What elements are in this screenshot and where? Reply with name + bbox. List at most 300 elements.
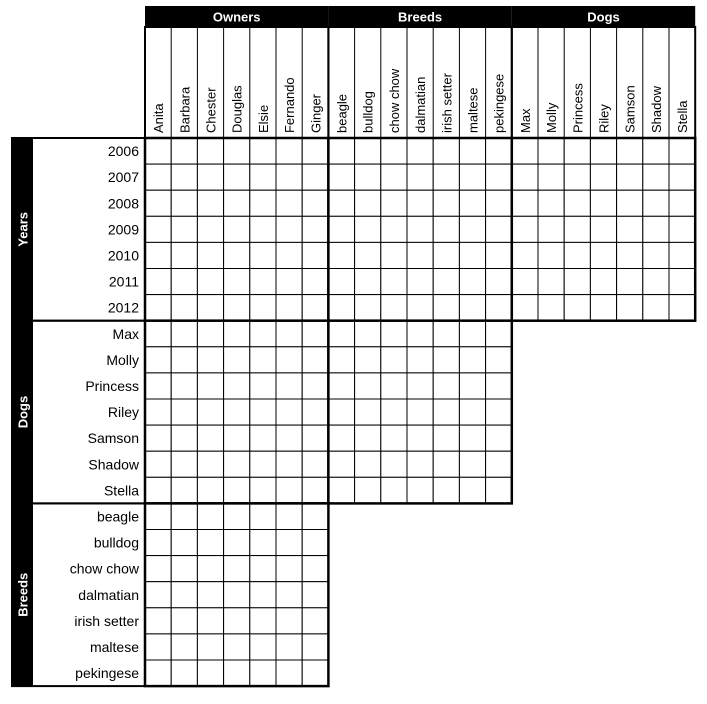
grid-cell-dogs-max-x-owners-chester[interactable] xyxy=(197,321,223,347)
grid-cell-years-2010-x-dogs-samson[interactable] xyxy=(617,242,643,268)
grid-cell-dogs-max-x-breeds-beagle[interactable] xyxy=(328,321,354,347)
grid-cell-dogs-max-x-breeds-irish-setter[interactable] xyxy=(433,321,459,347)
grid-cell-years-2009-x-owners-chester[interactable] xyxy=(197,216,223,242)
grid-cell-dogs-stella-x-owners-barbara[interactable] xyxy=(171,477,197,503)
grid-cell-breeds-chow-chow-x-owners-anita[interactable] xyxy=(145,556,171,582)
grid-cell-dogs-samson-x-owners-ginger[interactable] xyxy=(302,425,328,451)
grid-cell-dogs-molly-x-breeds-chow-chow[interactable] xyxy=(381,347,407,373)
grid-cell-dogs-shadow-x-breeds-pekingese[interactable] xyxy=(486,451,512,477)
grid-cell-breeds-irish-setter-x-owners-chester[interactable] xyxy=(197,608,223,634)
grid-cell-dogs-princess-x-owners-fernando[interactable] xyxy=(276,373,302,399)
grid-cell-breeds-dalmatian-x-owners-douglas[interactable] xyxy=(224,582,250,608)
grid-cell-years-2010-x-breeds-maltese[interactable] xyxy=(459,242,485,268)
grid-cell-years-2009-x-breeds-pekingese[interactable] xyxy=(486,216,512,242)
grid-cell-years-2010-x-dogs-princess[interactable] xyxy=(564,242,590,268)
grid-cell-years-2007-x-owners-ginger[interactable] xyxy=(302,164,328,190)
grid-cell-years-2010-x-breeds-chow-chow[interactable] xyxy=(381,242,407,268)
grid-cell-dogs-molly-x-breeds-irish-setter[interactable] xyxy=(433,347,459,373)
grid-cell-years-2008-x-breeds-maltese[interactable] xyxy=(459,190,485,216)
grid-cell-years-2007-x-breeds-beagle[interactable] xyxy=(328,164,354,190)
grid-cell-breeds-bulldog-x-owners-douglas[interactable] xyxy=(224,530,250,556)
grid-cell-breeds-dalmatian-x-owners-anita[interactable] xyxy=(145,582,171,608)
grid-cell-years-2012-x-owners-ginger[interactable] xyxy=(302,295,328,321)
grid-cell-years-2009-x-owners-fernando[interactable] xyxy=(276,216,302,242)
grid-cell-years-2008-x-breeds-chow-chow[interactable] xyxy=(381,190,407,216)
grid-cell-dogs-molly-x-owners-fernando[interactable] xyxy=(276,347,302,373)
grid-cell-years-2010-x-breeds-bulldog[interactable] xyxy=(355,242,381,268)
grid-cell-dogs-riley-x-owners-elsie[interactable] xyxy=(250,399,276,425)
grid-cell-years-2011-x-dogs-princess[interactable] xyxy=(564,269,590,295)
grid-cell-breeds-chow-chow-x-owners-elsie[interactable] xyxy=(250,556,276,582)
grid-cell-years-2006-x-owners-douglas[interactable] xyxy=(224,138,250,164)
grid-cell-dogs-riley-x-breeds-chow-chow[interactable] xyxy=(381,399,407,425)
grid-cell-years-2009-x-owners-douglas[interactable] xyxy=(224,216,250,242)
grid-cell-years-2008-x-dogs-samson[interactable] xyxy=(617,190,643,216)
grid-cell-years-2007-x-dogs-molly[interactable] xyxy=(538,164,564,190)
grid-cell-dogs-princess-x-owners-elsie[interactable] xyxy=(250,373,276,399)
grid-cell-dogs-riley-x-owners-douglas[interactable] xyxy=(224,399,250,425)
grid-cell-dogs-samson-x-owners-fernando[interactable] xyxy=(276,425,302,451)
grid-cell-years-2011-x-dogs-stella[interactable] xyxy=(669,269,695,295)
row-label-dogs-molly: Molly xyxy=(106,351,139,368)
grid-cell-years-2011-x-dogs-riley[interactable] xyxy=(590,269,616,295)
grid-cell-years-2011-x-dogs-samson[interactable] xyxy=(617,269,643,295)
grid-cell-breeds-bulldog-x-owners-barbara[interactable] xyxy=(171,530,197,556)
grid-cell-breeds-dalmatian-x-owners-fernando[interactable] xyxy=(276,582,302,608)
grid-cell-dogs-riley-x-owners-fernando[interactable] xyxy=(276,399,302,425)
grid-cell-years-2008-x-owners-anita[interactable] xyxy=(145,190,171,216)
grid-cell-dogs-shadow-x-breeds-chow-chow[interactable] xyxy=(381,451,407,477)
grid-cell-years-2010-x-owners-elsie[interactable] xyxy=(250,242,276,268)
grid-cell-years-2008-x-dogs-princess[interactable] xyxy=(564,190,590,216)
grid-cell-breeds-maltese-x-owners-anita[interactable] xyxy=(145,634,171,660)
grid-cell-breeds-beagle-x-owners-douglas[interactable] xyxy=(224,503,250,529)
grid-cell-years-2007-x-dogs-princess[interactable] xyxy=(564,164,590,190)
grid-cell-years-2011-x-owners-anita[interactable] xyxy=(145,269,171,295)
grid-cell-years-2008-x-owners-chester[interactable] xyxy=(197,190,223,216)
grid-cell-dogs-shadow-x-owners-anita[interactable] xyxy=(145,451,171,477)
grid-cell-dogs-molly-x-breeds-dalmatian[interactable] xyxy=(407,347,433,373)
grid-cell-years-2008-x-breeds-dalmatian[interactable] xyxy=(407,190,433,216)
grid-cell-years-2011-x-owners-ginger[interactable] xyxy=(302,269,328,295)
grid-cell-breeds-irish-setter-x-owners-anita[interactable] xyxy=(145,608,171,634)
grid-cell-years-2008-x-dogs-stella[interactable] xyxy=(669,190,695,216)
grid-cell-dogs-max-x-owners-douglas[interactable] xyxy=(224,321,250,347)
grid-cell-dogs-stella-x-owners-ginger[interactable] xyxy=(302,477,328,503)
grid-cell-years-2012-x-owners-elsie[interactable] xyxy=(250,295,276,321)
grid-cell-years-2009-x-dogs-shadow[interactable] xyxy=(643,216,669,242)
grid-cell-years-2007-x-dogs-stella[interactable] xyxy=(669,164,695,190)
grid-cell-years-2008-x-breeds-bulldog[interactable] xyxy=(355,190,381,216)
grid-cell-breeds-pekingese-x-owners-ginger[interactable] xyxy=(302,660,328,686)
grid-cell-years-2006-x-owners-fernando[interactable] xyxy=(276,138,302,164)
grid-cell-dogs-shadow-x-breeds-maltese[interactable] xyxy=(459,451,485,477)
grid-cell-years-2006-x-breeds-pekingese[interactable] xyxy=(486,138,512,164)
row-label-dogs-samson: Samson xyxy=(87,430,139,447)
grid-cell-dogs-stella-x-breeds-bulldog[interactable] xyxy=(355,477,381,503)
grid-cell-dogs-riley-x-owners-anita[interactable] xyxy=(145,399,171,425)
grid-cell-years-2010-x-dogs-riley[interactable] xyxy=(590,242,616,268)
grid-cell-years-2009-x-breeds-dalmatian[interactable] xyxy=(407,216,433,242)
grid-cell-dogs-max-x-owners-elsie[interactable] xyxy=(250,321,276,347)
grid-cell-years-2012-x-owners-chester[interactable] xyxy=(197,295,223,321)
grid-cell-years-2011-x-breeds-beagle[interactable] xyxy=(328,269,354,295)
grid-cell-years-2009-x-owners-barbara[interactable] xyxy=(171,216,197,242)
grid-cell-years-2011-x-owners-douglas[interactable] xyxy=(224,269,250,295)
grid-cell-years-2009-x-dogs-princess[interactable] xyxy=(564,216,590,242)
grid-cell-breeds-beagle-x-owners-elsie[interactable] xyxy=(250,503,276,529)
grid-cell-years-2010-x-breeds-dalmatian[interactable] xyxy=(407,242,433,268)
grid-cell-years-2011-x-breeds-pekingese[interactable] xyxy=(486,269,512,295)
grid-cell-years-2007-x-breeds-chow-chow[interactable] xyxy=(381,164,407,190)
grid-cell-breeds-chow-chow-x-owners-chester[interactable] xyxy=(197,556,223,582)
grid-cell-breeds-bulldog-x-owners-fernando[interactable] xyxy=(276,530,302,556)
grid-cell-years-2006-x-owners-anita[interactable] xyxy=(145,138,171,164)
grid-cell-years-2006-x-dogs-princess[interactable] xyxy=(564,138,590,164)
grid-cell-years-2009-x-dogs-molly[interactable] xyxy=(538,216,564,242)
grid-cell-years-2010-x-owners-chester[interactable] xyxy=(197,242,223,268)
grid-cell-years-2006-x-dogs-riley[interactable] xyxy=(590,138,616,164)
grid-cell-years-2012-x-dogs-riley[interactable] xyxy=(590,295,616,321)
grid-cell-dogs-samson-x-breeds-pekingese[interactable] xyxy=(486,425,512,451)
grid-cell-breeds-maltese-x-owners-fernando[interactable] xyxy=(276,634,302,660)
grid-cell-years-2006-x-owners-ginger[interactable] xyxy=(302,138,328,164)
grid-cell-dogs-samson-x-breeds-bulldog[interactable] xyxy=(355,425,381,451)
grid-cell-breeds-beagle-x-owners-barbara[interactable] xyxy=(171,503,197,529)
grid-cell-years-2011-x-dogs-shadow[interactable] xyxy=(643,269,669,295)
grid-cell-years-2007-x-owners-barbara[interactable] xyxy=(171,164,197,190)
grid-cell-breeds-irish-setter-x-owners-douglas[interactable] xyxy=(224,608,250,634)
grid-cell-dogs-stella-x-breeds-beagle[interactable] xyxy=(328,477,354,503)
grid-cell-breeds-pekingese-x-owners-fernando[interactable] xyxy=(276,660,302,686)
grid-cell-dogs-shadow-x-owners-barbara[interactable] xyxy=(171,451,197,477)
grid-cell-dogs-molly-x-owners-anita[interactable] xyxy=(145,347,171,373)
grid-cell-years-2011-x-dogs-molly[interactable] xyxy=(538,269,564,295)
grid-cell-breeds-beagle-x-owners-fernando[interactable] xyxy=(276,503,302,529)
grid-cell-years-2008-x-owners-ginger[interactable] xyxy=(302,190,328,216)
grid-cell-breeds-bulldog-x-owners-elsie[interactable] xyxy=(250,530,276,556)
grid-cell-breeds-bulldog-x-owners-anita[interactable] xyxy=(145,530,171,556)
grid-cell-dogs-molly-x-owners-douglas[interactable] xyxy=(224,347,250,373)
grid-cell-years-2012-x-owners-douglas[interactable] xyxy=(224,295,250,321)
grid-cell-dogs-max-x-breeds-maltese[interactable] xyxy=(459,321,485,347)
grid-cell-years-2010-x-owners-fernando[interactable] xyxy=(276,242,302,268)
grid-cell-years-2008-x-owners-douglas[interactable] xyxy=(224,190,250,216)
grid-cell-dogs-riley-x-breeds-maltese[interactable] xyxy=(459,399,485,425)
grid-cell-years-2012-x-breeds-beagle[interactable] xyxy=(328,295,354,321)
grid-cell-years-2010-x-owners-anita[interactable] xyxy=(145,242,171,268)
grid-cell-dogs-princess-x-breeds-pekingese[interactable] xyxy=(486,373,512,399)
grid-cell-dogs-princess-x-owners-douglas[interactable] xyxy=(224,373,250,399)
grid-cell-years-2009-x-owners-anita[interactable] xyxy=(145,216,171,242)
grid-cell-years-2007-x-breeds-dalmatian[interactable] xyxy=(407,164,433,190)
grid-cell-dogs-molly-x-owners-ginger[interactable] xyxy=(302,347,328,373)
grid-cell-years-2009-x-dogs-riley[interactable] xyxy=(590,216,616,242)
grid-cell-years-2009-x-owners-ginger[interactable] xyxy=(302,216,328,242)
grid-cell-years-2009-x-breeds-chow-chow[interactable] xyxy=(381,216,407,242)
grid-cell-breeds-maltese-x-owners-elsie[interactable] xyxy=(250,634,276,660)
row-label-years-2006: 2006 xyxy=(107,143,139,160)
grid-cell-years-2010-x-dogs-molly[interactable] xyxy=(538,242,564,268)
grid-cell-years-2012-x-dogs-stella[interactable] xyxy=(669,295,695,321)
grid-cell-dogs-stella-x-owners-chester[interactable] xyxy=(197,477,223,503)
grid-cell-years-2009-x-breeds-beagle[interactable] xyxy=(328,216,354,242)
grid-cell-years-2012-x-breeds-pekingese[interactable] xyxy=(486,295,512,321)
grid-cell-years-2012-x-dogs-princess[interactable] xyxy=(564,295,590,321)
grid-cell-breeds-pekingese-x-owners-barbara[interactable] xyxy=(171,660,197,686)
grid-cell-years-2008-x-breeds-irish-setter[interactable] xyxy=(433,190,459,216)
grid-cell-dogs-princess-x-breeds-bulldog[interactable] xyxy=(355,373,381,399)
grid-cell-breeds-beagle-x-owners-anita[interactable] xyxy=(145,503,171,529)
grid-cell-breeds-pekingese-x-owners-douglas[interactable] xyxy=(224,660,250,686)
grid-cell-breeds-bulldog-x-owners-ginger[interactable] xyxy=(302,530,328,556)
grid-cell-years-2008-x-dogs-shadow[interactable] xyxy=(643,190,669,216)
grid-cell-years-2007-x-owners-fernando[interactable] xyxy=(276,164,302,190)
grid-cell-dogs-princess-x-breeds-beagle[interactable] xyxy=(328,373,354,399)
grid-cell-dogs-princess-x-breeds-irish-setter[interactable] xyxy=(433,373,459,399)
grid-cell-dogs-stella-x-owners-fernando[interactable] xyxy=(276,477,302,503)
grid-cell-dogs-samson-x-breeds-irish-setter[interactable] xyxy=(433,425,459,451)
grid-cell-years-2008-x-owners-elsie[interactable] xyxy=(250,190,276,216)
grid-cell-years-2010-x-breeds-pekingese[interactable] xyxy=(486,242,512,268)
grid-cell-breeds-chow-chow-x-owners-fernando[interactable] xyxy=(276,556,302,582)
grid-cell-years-2008-x-dogs-riley[interactable] xyxy=(590,190,616,216)
grid-cell-years-2011-x-breeds-maltese[interactable] xyxy=(459,269,485,295)
grid-cell-dogs-stella-x-owners-douglas[interactable] xyxy=(224,477,250,503)
grid-cell-years-2007-x-dogs-max[interactable] xyxy=(512,164,538,190)
grid-cell-years-2008-x-owners-fernando[interactable] xyxy=(276,190,302,216)
grid-cell-breeds-dalmatian-x-owners-barbara[interactable] xyxy=(171,582,197,608)
grid-cell-breeds-beagle-x-owners-chester[interactable] xyxy=(197,503,223,529)
grid-cell-years-2010-x-owners-douglas[interactable] xyxy=(224,242,250,268)
grid-cell-dogs-molly-x-breeds-pekingese[interactable] xyxy=(486,347,512,373)
grid-cell-breeds-beagle-x-owners-ginger[interactable] xyxy=(302,503,328,529)
grid-cell-years-2009-x-dogs-samson[interactable] xyxy=(617,216,643,242)
grid-cell-breeds-irish-setter-x-owners-barbara[interactable] xyxy=(171,608,197,634)
grid-cell-dogs-samson-x-owners-barbara[interactable] xyxy=(171,425,197,451)
grid-cell-dogs-stella-x-owners-anita[interactable] xyxy=(145,477,171,503)
grid-cell-dogs-stella-x-breeds-dalmatian[interactable] xyxy=(407,477,433,503)
grid-cell-dogs-princess-x-owners-barbara[interactable] xyxy=(171,373,197,399)
grid-cell-years-2010-x-owners-barbara[interactable] xyxy=(171,242,197,268)
grid-cell-dogs-max-x-breeds-dalmatian[interactable] xyxy=(407,321,433,347)
grid-cell-years-2011-x-owners-elsie[interactable] xyxy=(250,269,276,295)
column-label-breeds-chow-chow: chow chow xyxy=(386,68,402,133)
grid-cell-dogs-riley-x-breeds-beagle[interactable] xyxy=(328,399,354,425)
grid-cell-dogs-princess-x-owners-anita[interactable] xyxy=(145,373,171,399)
grid-cell-dogs-princess-x-breeds-dalmatian[interactable] xyxy=(407,373,433,399)
grid-cell-years-2012-x-owners-anita[interactable] xyxy=(145,295,171,321)
grid-cell-breeds-maltese-x-owners-ginger[interactable] xyxy=(302,634,328,660)
grid-cell-dogs-shadow-x-breeds-irish-setter[interactable] xyxy=(433,451,459,477)
grid-cell-years-2011-x-dogs-max[interactable] xyxy=(512,269,538,295)
grid-cell-years-2007-x-dogs-riley[interactable] xyxy=(590,164,616,190)
grid-cell-years-2007-x-dogs-shadow[interactable] xyxy=(643,164,669,190)
grid-cell-years-2007-x-breeds-bulldog[interactable] xyxy=(355,164,381,190)
grid-cell-years-2008-x-breeds-beagle[interactable] xyxy=(328,190,354,216)
grid-cell-dogs-stella-x-breeds-irish-setter[interactable] xyxy=(433,477,459,503)
grid-cell-years-2012-x-dogs-max[interactable] xyxy=(512,295,538,321)
grid-cell-dogs-stella-x-breeds-pekingese[interactable] xyxy=(486,477,512,503)
grid-cell-years-2007-x-breeds-irish-setter[interactable] xyxy=(433,164,459,190)
grid-cell-years-2007-x-owners-douglas[interactable] xyxy=(224,164,250,190)
grid-cell-breeds-maltese-x-owners-barbara[interactable] xyxy=(171,634,197,660)
grid-cell-dogs-samson-x-breeds-beagle[interactable] xyxy=(328,425,354,451)
grid-cell-dogs-princess-x-breeds-maltese[interactable] xyxy=(459,373,485,399)
grid-cell-years-2010-x-breeds-irish-setter[interactable] xyxy=(433,242,459,268)
grid-cell-dogs-max-x-breeds-chow-chow[interactable] xyxy=(381,321,407,347)
grid-cell-years-2007-x-owners-anita[interactable] xyxy=(145,164,171,190)
grid-cell-breeds-dalmatian-x-owners-chester[interactable] xyxy=(197,582,223,608)
grid-cell-years-2007-x-owners-chester[interactable] xyxy=(197,164,223,190)
grid-cell-breeds-chow-chow-x-owners-douglas[interactable] xyxy=(224,556,250,582)
grid-cell-years-2008-x-breeds-pekingese[interactable] xyxy=(486,190,512,216)
grid-cell-years-2006-x-breeds-chow-chow[interactable] xyxy=(381,138,407,164)
grid-cell-years-2012-x-dogs-samson[interactable] xyxy=(617,295,643,321)
grid-cell-years-2006-x-dogs-shadow[interactable] xyxy=(643,138,669,164)
grid-cell-years-2009-x-breeds-irish-setter[interactable] xyxy=(433,216,459,242)
grid-cell-years-2006-x-breeds-irish-setter[interactable] xyxy=(433,138,459,164)
grid-cell-breeds-chow-chow-x-owners-ginger[interactable] xyxy=(302,556,328,582)
grid-cell-years-2009-x-dogs-stella[interactable] xyxy=(669,216,695,242)
grid-cell-years-2011-x-breeds-dalmatian[interactable] xyxy=(407,269,433,295)
grid-cell-years-2012-x-owners-fernando[interactable] xyxy=(276,295,302,321)
grid-cell-years-2012-x-dogs-molly[interactable] xyxy=(538,295,564,321)
row-label-breeds-maltese: maltese xyxy=(89,638,139,655)
grid-cell-years-2012-x-breeds-irish-setter[interactable] xyxy=(433,295,459,321)
grid-cell-years-2012-x-breeds-maltese[interactable] xyxy=(459,295,485,321)
grid-cell-years-2008-x-dogs-molly[interactable] xyxy=(538,190,564,216)
grid-cell-years-2006-x-dogs-max[interactable] xyxy=(512,138,538,164)
grid-cell-dogs-molly-x-owners-elsie[interactable] xyxy=(250,347,276,373)
grid-cell-years-2006-x-dogs-stella[interactable] xyxy=(669,138,695,164)
grid-cell-years-2006-x-owners-chester[interactable] xyxy=(197,138,223,164)
grid-cell-years-2006-x-dogs-samson[interactable] xyxy=(617,138,643,164)
grid-cell-dogs-shadow-x-owners-chester[interactable] xyxy=(197,451,223,477)
grid-cell-dogs-riley-x-breeds-irish-setter[interactable] xyxy=(433,399,459,425)
grid-cell-years-2011-x-owners-fernando[interactable] xyxy=(276,269,302,295)
grid-cell-dogs-molly-x-breeds-beagle[interactable] xyxy=(328,347,354,373)
grid-cell-years-2008-x-dogs-max[interactable] xyxy=(512,190,538,216)
grid-cell-years-2010-x-breeds-beagle[interactable] xyxy=(328,242,354,268)
grid-cell-dogs-shadow-x-owners-ginger[interactable] xyxy=(302,451,328,477)
grid-cell-years-2011-x-breeds-irish-setter[interactable] xyxy=(433,269,459,295)
grid-cell-dogs-max-x-owners-ginger[interactable] xyxy=(302,321,328,347)
grid-cell-years-2011-x-owners-barbara[interactable] xyxy=(171,269,197,295)
grid-cell-dogs-princess-x-breeds-chow-chow[interactable] xyxy=(381,373,407,399)
grid-cell-dogs-molly-x-owners-barbara[interactable] xyxy=(171,347,197,373)
grid-cell-breeds-irish-setter-x-owners-ginger[interactable] xyxy=(302,608,328,634)
grid-cell-dogs-molly-x-breeds-maltese[interactable] xyxy=(459,347,485,373)
grid-cell-dogs-shadow-x-breeds-dalmatian[interactable] xyxy=(407,451,433,477)
grid-cell-dogs-stella-x-breeds-chow-chow[interactable] xyxy=(381,477,407,503)
grid-cell-years-2012-x-dogs-shadow[interactable] xyxy=(643,295,669,321)
grid-cell-dogs-shadow-x-breeds-beagle[interactable] xyxy=(328,451,354,477)
grid-cell-dogs-riley-x-breeds-pekingese[interactable] xyxy=(486,399,512,425)
grid-cell-dogs-shadow-x-owners-fernando[interactable] xyxy=(276,451,302,477)
grid-cell-dogs-molly-x-owners-chester[interactable] xyxy=(197,347,223,373)
grid-cell-years-2011-x-owners-chester[interactable] xyxy=(197,269,223,295)
grid-cell-years-2010-x-dogs-stella[interactable] xyxy=(669,242,695,268)
grid-cell-breeds-irish-setter-x-owners-elsie[interactable] xyxy=(250,608,276,634)
grid-cell-dogs-samson-x-owners-anita[interactable] xyxy=(145,425,171,451)
grid-cell-breeds-dalmatian-x-owners-ginger[interactable] xyxy=(302,582,328,608)
grid-cell-years-2012-x-owners-barbara[interactable] xyxy=(171,295,197,321)
grid-cell-breeds-maltese-x-owners-douglas[interactable] xyxy=(224,634,250,660)
grid-cell-dogs-max-x-breeds-pekingese[interactable] xyxy=(486,321,512,347)
grid-cell-dogs-princess-x-owners-ginger[interactable] xyxy=(302,373,328,399)
grid-cell-years-2007-x-breeds-pekingese[interactable] xyxy=(486,164,512,190)
grid-cell-dogs-princess-x-owners-chester[interactable] xyxy=(197,373,223,399)
grid-cell-dogs-riley-x-breeds-bulldog[interactable] xyxy=(355,399,381,425)
grid-cell-dogs-samson-x-owners-chester[interactable] xyxy=(197,425,223,451)
grid-cell-years-2012-x-breeds-bulldog[interactable] xyxy=(355,295,381,321)
grid-cell-breeds-dalmatian-x-owners-elsie[interactable] xyxy=(250,582,276,608)
grid-cell-years-2006-x-breeds-maltese[interactable] xyxy=(459,138,485,164)
grid-cell-dogs-max-x-owners-fernando[interactable] xyxy=(276,321,302,347)
grid-cell-years-2012-x-breeds-chow-chow[interactable] xyxy=(381,295,407,321)
grid-cell-dogs-molly-x-breeds-bulldog[interactable] xyxy=(355,347,381,373)
grid-cell-dogs-shadow-x-owners-douglas[interactable] xyxy=(224,451,250,477)
grid-cell-years-2009-x-breeds-bulldog[interactable] xyxy=(355,216,381,242)
grid-cell-years-2011-x-breeds-bulldog[interactable] xyxy=(355,269,381,295)
grid-cell-dogs-stella-x-breeds-maltese[interactable] xyxy=(459,477,485,503)
grid-cell-dogs-max-x-breeds-bulldog[interactable] xyxy=(355,321,381,347)
grid-cell-dogs-samson-x-owners-douglas[interactable] xyxy=(224,425,250,451)
grid-cell-years-2009-x-breeds-maltese[interactable] xyxy=(459,216,485,242)
grid-cell-dogs-shadow-x-breeds-bulldog[interactable] xyxy=(355,451,381,477)
grid-cell-breeds-pekingese-x-owners-elsie[interactable] xyxy=(250,660,276,686)
grid-cell-dogs-riley-x-breeds-dalmatian[interactable] xyxy=(407,399,433,425)
grid-cell-breeds-bulldog-x-owners-chester[interactable] xyxy=(197,530,223,556)
grid-cell-years-2008-x-owners-barbara[interactable] xyxy=(171,190,197,216)
grid-cell-dogs-riley-x-owners-ginger[interactable] xyxy=(302,399,328,425)
grid-cell-years-2010-x-owners-ginger[interactable] xyxy=(302,242,328,268)
grid-cell-years-2012-x-breeds-dalmatian[interactable] xyxy=(407,295,433,321)
grid-cell-dogs-riley-x-owners-barbara[interactable] xyxy=(171,399,197,425)
grid-cell-dogs-riley-x-owners-chester[interactable] xyxy=(197,399,223,425)
grid-cell-breeds-chow-chow-x-owners-barbara[interactable] xyxy=(171,556,197,582)
grid-cell-dogs-max-x-owners-barbara[interactable] xyxy=(171,321,197,347)
grid-cell-years-2006-x-owners-elsie[interactable] xyxy=(250,138,276,164)
grid-cell-dogs-max-x-owners-anita[interactable] xyxy=(145,321,171,347)
grid-cell-dogs-samson-x-breeds-chow-chow[interactable] xyxy=(381,425,407,451)
grid-cell-breeds-pekingese-x-owners-chester[interactable] xyxy=(197,660,223,686)
grid-cell-years-2007-x-owners-elsie[interactable] xyxy=(250,164,276,190)
grid-cell-dogs-stella-x-owners-elsie[interactable] xyxy=(250,477,276,503)
grid-cell-years-2006-x-breeds-bulldog[interactable] xyxy=(355,138,381,164)
grid-cell-dogs-samson-x-breeds-dalmatian[interactable] xyxy=(407,425,433,451)
grid-cell-dogs-samson-x-breeds-maltese[interactable] xyxy=(459,425,485,451)
grid-cell-years-2009-x-dogs-max[interactable] xyxy=(512,216,538,242)
grid-cell-years-2010-x-dogs-max[interactable] xyxy=(512,242,538,268)
grid-cell-dogs-samson-x-owners-elsie[interactable] xyxy=(250,425,276,451)
grid-cell-years-2009-x-owners-elsie[interactable] xyxy=(250,216,276,242)
grid-cell-years-2006-x-breeds-dalmatian[interactable] xyxy=(407,138,433,164)
grid-cell-years-2006-x-dogs-molly[interactable] xyxy=(538,138,564,164)
grid-cell-years-2011-x-breeds-chow-chow[interactable] xyxy=(381,269,407,295)
row-label-breeds-irish-setter: irish setter xyxy=(74,612,139,629)
grid-cell-years-2007-x-dogs-samson[interactable] xyxy=(617,164,643,190)
grid-cell-years-2007-x-breeds-maltese[interactable] xyxy=(459,164,485,190)
grid-cell-breeds-irish-setter-x-owners-fernando[interactable] xyxy=(276,608,302,634)
grid-cell-years-2006-x-owners-barbara[interactable] xyxy=(171,138,197,164)
grid-cell-years-2010-x-dogs-shadow[interactable] xyxy=(643,242,669,268)
grid-cell-breeds-pekingese-x-owners-anita[interactable] xyxy=(145,660,171,686)
grid-cell-years-2006-x-breeds-beagle[interactable] xyxy=(328,138,354,164)
grid-cell-breeds-maltese-x-owners-chester[interactable] xyxy=(197,634,223,660)
grid-cell-dogs-shadow-x-owners-elsie[interactable] xyxy=(250,451,276,477)
